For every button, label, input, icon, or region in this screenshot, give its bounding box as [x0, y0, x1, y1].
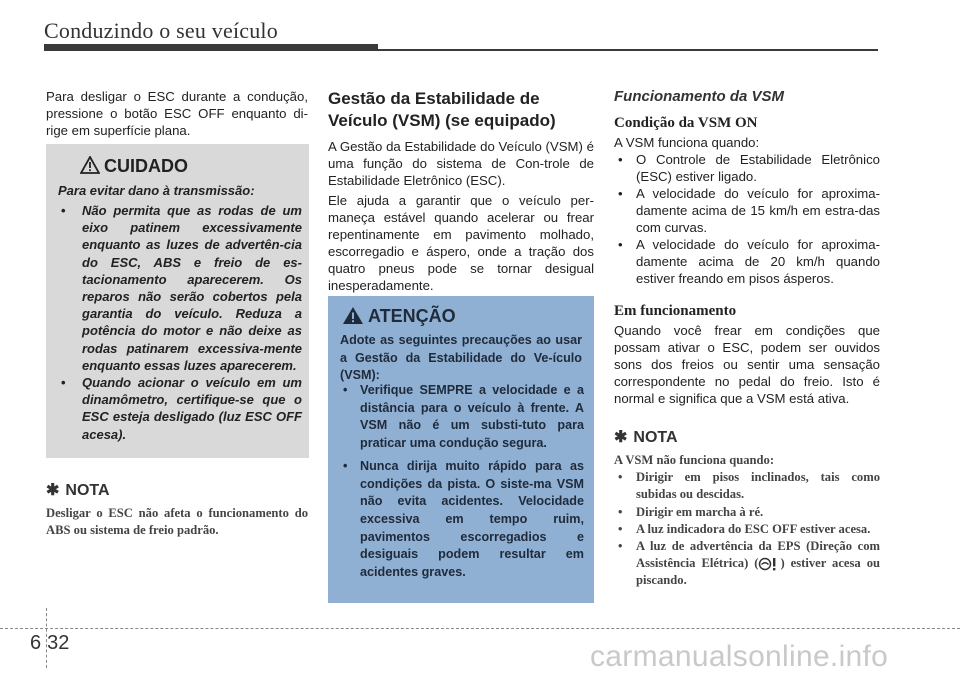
- in-operation-subheading: Em funcionamento: [614, 303, 737, 319]
- caution-title: CUIDADO: [104, 156, 188, 176]
- page-index: 32: [47, 632, 70, 654]
- vsm-on-item: • A velocidade do veículo for aproxima-damente acima de 20 km/h quando estiver freando em pisos ásperos.: [614, 236, 880, 287]
- vsm-on-intro: A VSM funciona quando:: [614, 135, 760, 150]
- note-list: [614, 469, 880, 589]
- vsm-on-item: • A velocidade do veículo for aproxima-damente acima de 15 km/h em estra-das com curvas.: [614, 185, 880, 236]
- warning-triangle-icon: [342, 306, 364, 325]
- column-left: [46, 88, 308, 139]
- eps-warning-icon: [758, 557, 780, 571]
- header-bar: [44, 44, 378, 51]
- caution-intro: Para evitar dano à transmissão:: [58, 183, 255, 198]
- page-number: [30, 632, 69, 655]
- column-middle: [328, 88, 594, 294]
- footer-rule: [0, 628, 960, 629]
- esc-off-paragraph: Para desligar o ESC durante a condução, pressione o botão ESC OFF enquanto di-rige em superfície plana.: [46, 89, 308, 138]
- vsm-para-1: A Gestão da Estabilidade do Veículo (VSM) é uma função do sistema de Con-trole de Estabilidade Eletrônico (ESC).: [328, 139, 594, 188]
- page-header-title: Conduzindo o seu veículo: [44, 18, 278, 43]
- note-intro: A VSM não funciona quando:: [614, 453, 775, 467]
- note-heading: ✱ NOTA: [614, 429, 678, 446]
- vsm-heading: Gestão da Estabilidade de Veículo (VSM) (se equipado): [328, 89, 556, 130]
- column-right: [614, 88, 880, 590]
- caution-item: • Não permita que as rodas de um eixo patinem excessivamente enquanto as luzes de advertên-cia do ESC, ABS e freio de es-tacionamento aparecerem. Os reparos não serão cobertos pela garantia do veículo. Reduza a potência do motor e não deixe as rodas patinarem excessiva-mente enquanto essas luzes aparecerem.: [58, 202, 302, 374]
- note-star-icon: ✱: [46, 482, 60, 499]
- note-item: • Dirigir em marcha à ré.: [614, 504, 880, 521]
- attention-intro: Adote as seguintes precauções ao usar a Gestão da Estabilidade do Ve-ículo (VSM):: [340, 333, 582, 383]
- note-item-eps: • A luz de advertência da EPS (Direção com Assistência Elétrica) ( ) estiver acesa ou piscando.: [614, 538, 880, 590]
- caution-list: [58, 202, 302, 443]
- vsm-para-2: Ele ajuda a garantir que o veículo per-maneça estável quando acelerar ou frear repentinamente em pavimento molhado, escorregadio e áspero, onde a tração dos quatro pneus pode se tornar desigual inesperadamente.: [328, 193, 594, 293]
- note-left: [46, 482, 308, 539]
- vsm-on-item: • O Controle de Estabilidade Eletrônico (ESC) estiver ligado.: [614, 151, 880, 185]
- note-heading: ✱ NOTA: [46, 482, 110, 499]
- vsm-on-list: [614, 151, 880, 287]
- attention-box: [328, 296, 594, 603]
- caution-item: • Quando acionar o veículo em um dinamômetro, certifique-se que o ESC esteja desligado (luz ESC OFF acesa).: [58, 374, 302, 443]
- note-star-icon: ✱: [614, 429, 628, 446]
- vsm-operation-heading: Funcionamento da VSM: [614, 88, 785, 105]
- attention-title: ATENÇÃO: [368, 306, 456, 326]
- note-item: • A luz indicadora do ESC OFF estiver acesa.: [614, 521, 880, 538]
- in-operation-text: Quando você frear em condições que possam ativar o ESC, podem ser ouvidos sons dos freios ou sentir uma sensação correspondente no pedal do freio. Isto é normal e significa que a VSM está ativa.: [614, 323, 880, 406]
- note-item: • Dirigir em pisos inclinados, tais como subidas ou descidas.: [614, 469, 880, 503]
- warning-triangle-icon: [80, 156, 100, 174]
- vsm-on-subheading: Condição da VSM ON: [614, 115, 758, 131]
- attention-list: [340, 382, 584, 587]
- section-number: 6: [30, 632, 42, 654]
- header-rule: [378, 49, 878, 51]
- note-text: Desligar o ESC não afeta o funcionamento do ABS ou sistema de freio padrão.: [46, 506, 308, 538]
- watermark: carmanualsonline.info: [590, 640, 889, 673]
- caution-box: [46, 144, 309, 458]
- attention-item: • Nunca dirija muito rápido para as condições da pista. O siste-ma VSM não evita acidentes. Velocidade excessiva em tempo ruim, pavimentos escorregadios e desiguais podem resultar em acidentes graves.: [340, 458, 584, 582]
- attention-item: • Verifique SEMPRE a velocidade e a distância para o veículo à frente. A VSM não é um substi-tuto para praticar uma condução segura.: [340, 382, 584, 453]
